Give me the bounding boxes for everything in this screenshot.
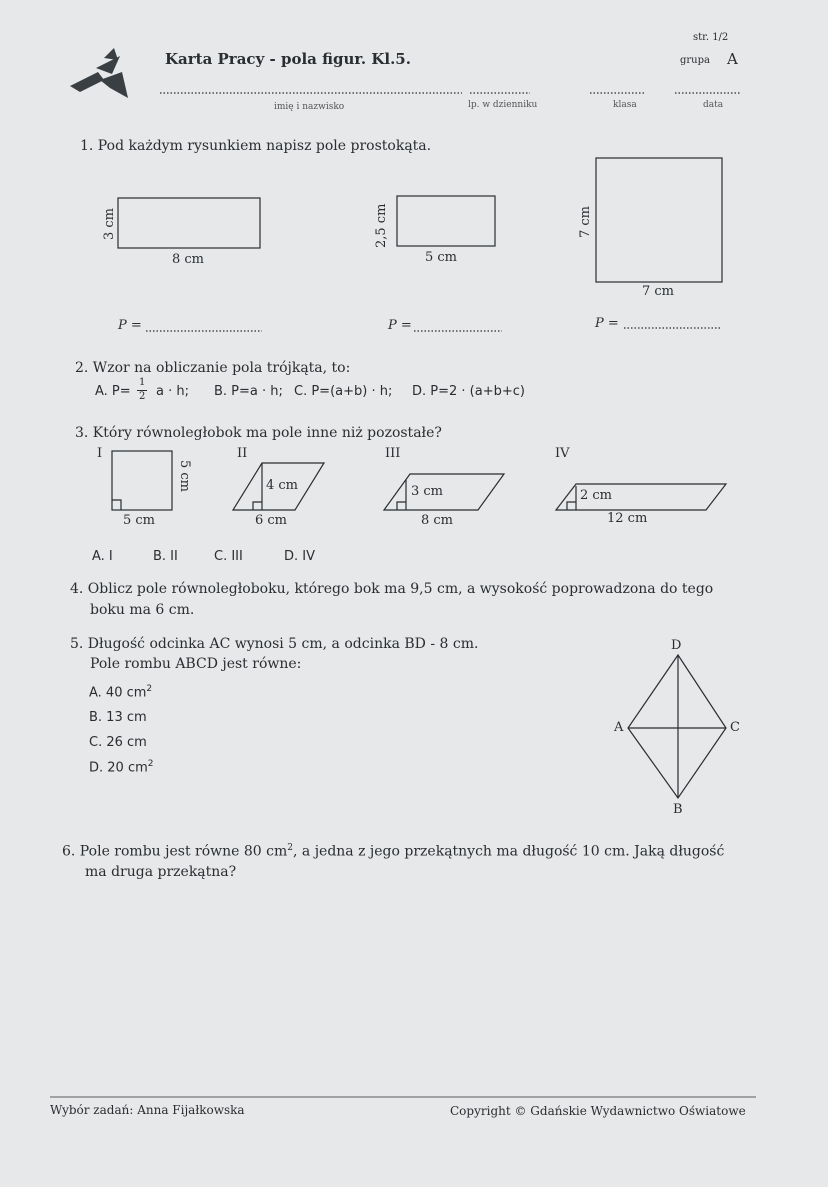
q2-option-b: B. P=a · h; — [214, 384, 283, 399]
shape-2-numeral: II — [237, 446, 248, 461]
right-angle-mark-1 — [112, 500, 121, 510]
q5-option-d: D. 20 $cm^2$ — [89, 759, 154, 776]
q3-option-c: C. III — [214, 549, 243, 564]
shape-1-numeral: I — [97, 446, 103, 461]
right-angle-mark-4 — [567, 502, 576, 510]
question-6-line-1: 6. Pole rombu jest równe 80 $cm^2$, a jedna z jego przekątnych ma długość 10 cm. Jaką długość — [62, 843, 725, 860]
footer-author: Wybór zadań: Anna Fijałkowska — [50, 1103, 245, 1117]
group-value: A — [727, 50, 738, 68]
shape-1-base: 5 cm — [123, 513, 156, 528]
vertex-a: A — [614, 720, 624, 735]
page-number: str. 1/2 — [693, 32, 729, 43]
shape-2-base: 6 cm — [255, 513, 288, 528]
rectangle-1 — [118, 198, 260, 248]
question-5-line-1: 5. Długość odcinka AC wynosi 5 cm, a odcinka BD - 8 cm. — [70, 636, 479, 652]
question-4-line-1: 4. Oblicz pole równoległoboku, którego bok ma 9,5 cm, a wysokość poprowadzona do tego — [70, 581, 714, 597]
q3-option-b: B. II — [153, 549, 178, 564]
shape-4-height: 2 cm — [580, 488, 613, 503]
field-name-label: imię i nazwisko — [274, 102, 345, 112]
answer-label-3: P = — [595, 316, 619, 331]
vertex-c: C — [730, 720, 740, 735]
q5-option-c: C. 26 cm — [89, 735, 147, 750]
q3-option-a: A. I — [92, 549, 113, 564]
fraction-denominator: 2 — [139, 391, 146, 402]
rhombus — [628, 655, 726, 798]
answer-label-1: P = — [118, 318, 142, 333]
question-1: 1. Pod każdym rysunkiem napisz pole prostokąta. — [80, 138, 432, 154]
question-3: 3. Który równoległobok ma pole inne niż pozostałe? — [75, 425, 442, 441]
shape-4-base: 12 cm — [607, 511, 648, 526]
rect-1-width: 8 cm — [172, 252, 205, 267]
q5-option-a: A. 40 $cm^2$ — [89, 684, 153, 701]
field-class-label: klasa — [613, 100, 637, 110]
rect-3-height: 7 cm — [578, 205, 593, 238]
rect-1-height: 3 cm — [102, 207, 117, 240]
question-6-line-2: ma druga przekątna? — [85, 864, 237, 880]
vertex-d: D — [671, 638, 682, 653]
shape-3-height: 3 cm — [411, 484, 444, 499]
question-4-line-2: boku ma 6 cm. — [90, 602, 195, 618]
q2-option-a-prefix: A. P= — [95, 384, 131, 399]
shape-4-numeral: IV — [555, 446, 570, 461]
q2-option-c: C. P=(a+b) · h; — [294, 384, 393, 399]
field-date-label: data — [703, 100, 724, 110]
page-title: Karta Pracy - pola figur. Kl.5. — [165, 50, 411, 68]
q5-option-b: B. 13 cm — [89, 710, 147, 725]
shape-2-height: 4 cm — [266, 478, 299, 493]
field-number-label: lp. w dzienniku — [468, 100, 538, 110]
group-label: grupa — [680, 55, 710, 66]
q2-option-a-suffix: a · h; — [156, 384, 189, 399]
shape-3-numeral: III — [385, 446, 401, 461]
shape-3-base: 8 cm — [421, 513, 454, 528]
q3-option-d: D. IV — [284, 549, 316, 564]
answer-label-2: P = — [388, 318, 412, 333]
rectangle-2 — [397, 196, 495, 246]
parallelogram-3 — [384, 474, 504, 510]
right-angle-mark-3 — [397, 502, 406, 510]
footer-copyright: Copyright © Gdańskie Wydawnictwo Oświatowe — [450, 1104, 746, 1118]
rect-2-width: 5 cm — [425, 250, 458, 265]
right-angle-mark-2 — [253, 502, 262, 510]
question-5-line-2: Pole rombu ABCD jest równe: — [90, 656, 302, 672]
shape-1-side: 5 cm — [177, 460, 192, 493]
rect-3-width: 7 cm — [642, 284, 675, 299]
fraction-numerator: 1 — [139, 377, 146, 388]
rect-2-height: 2,5 cm — [374, 203, 389, 248]
q2-option-d: D. P=2 · (a+b+c) — [412, 384, 525, 399]
vertex-b: B — [673, 802, 683, 817]
question-2: 2. Wzor na obliczanie pola trójkąta, to: — [75, 360, 351, 376]
logo-icon — [70, 48, 128, 98]
rectangle-3 — [596, 158, 722, 282]
